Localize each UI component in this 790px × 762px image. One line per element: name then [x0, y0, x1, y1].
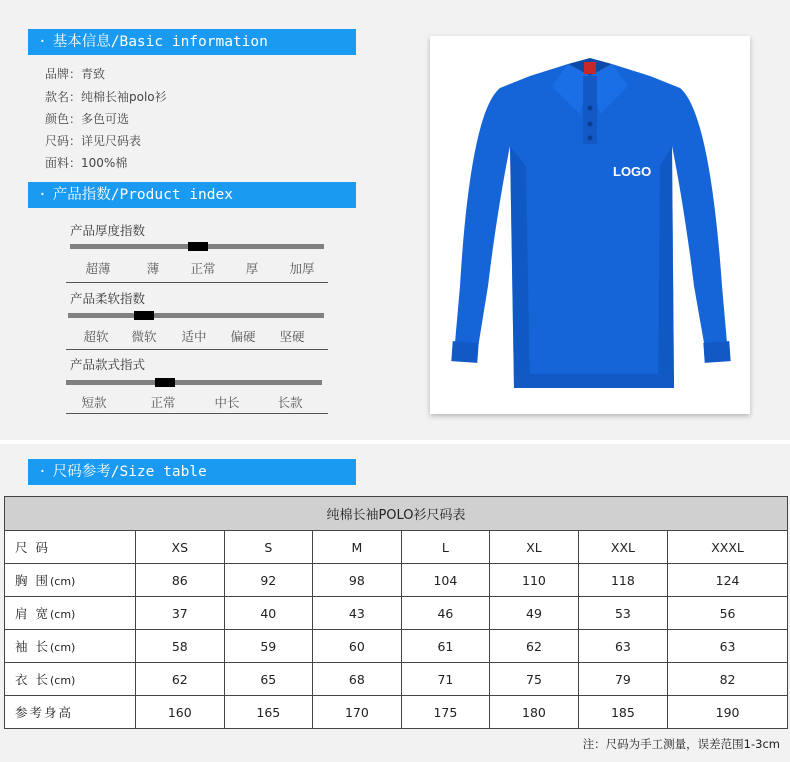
style-scale-bar: [66, 380, 322, 385]
thickness-tick: 厚: [245, 261, 259, 276]
size-col-header: L: [401, 531, 490, 564]
table-cell: 82: [668, 663, 788, 696]
basic-info-title: 基本信息/Basic information: [52, 34, 268, 50]
table-cell: 37: [136, 597, 225, 630]
product-index-heading: [28, 182, 356, 208]
table-cell: 58: [136, 630, 225, 663]
table-row: [5, 564, 788, 597]
thickness-tick: 正常: [190, 261, 216, 276]
thickness-tick: 超薄: [85, 261, 111, 276]
softness-marker: [134, 311, 154, 320]
thickness-tick: 加厚: [289, 261, 315, 276]
row-label: 肩 宽(cm): [5, 597, 136, 630]
info-fabric: 面料：100%棉: [45, 156, 128, 170]
table-row: [5, 663, 788, 696]
size-table: [4, 496, 788, 729]
table-cell: 86: [136, 564, 225, 597]
table-cell: 60: [313, 630, 402, 663]
table-cell: 53: [578, 597, 667, 630]
row-label: 衣 长(cm): [5, 663, 136, 696]
bullet-dot-icon: ·: [38, 187, 47, 203]
thickness-marker: [188, 242, 208, 251]
table-title-row: [5, 497, 788, 531]
table-cell: 165: [224, 696, 313, 729]
table-cell: 71: [401, 663, 490, 696]
product-photo: [430, 36, 750, 414]
softness-tick: 适中: [181, 329, 207, 344]
logo-placeholder-text: LOGO: [613, 164, 652, 179]
index-separator: [66, 282, 328, 283]
size-col-header: XXXL: [668, 531, 788, 564]
table-cell: 118: [578, 564, 667, 597]
index-separator: [66, 349, 328, 350]
table-row: [5, 597, 788, 630]
size-header-label: 尺 码: [5, 531, 136, 564]
softness-index-label: 产品柔软指数: [70, 291, 146, 306]
thickness-tick: 薄: [146, 261, 160, 276]
table-cell: 61: [401, 630, 490, 663]
table-cell: 190: [668, 696, 788, 729]
style-tick: 长款: [277, 395, 303, 410]
index-separator: [66, 413, 328, 414]
style-tick: 短款: [81, 395, 107, 410]
table-cell: 75: [490, 663, 579, 696]
basic-info-heading: [28, 29, 356, 55]
softness-tick: 坚硬: [279, 329, 305, 344]
table-cell: 40: [224, 597, 313, 630]
table-cell: 180: [490, 696, 579, 729]
thickness-index-label: 产品厚度指数: [70, 223, 146, 238]
style-tick: 正常: [150, 395, 176, 410]
table-cell: 104: [401, 564, 490, 597]
product-index-title: 产品指数/Product index: [52, 187, 233, 203]
info-style-name: 款名：纯棉长袖polo衫: [45, 90, 167, 104]
size-table-title: 尺码参考/Size table: [52, 464, 207, 480]
size-col-header: M: [313, 531, 402, 564]
size-col-header: S: [224, 531, 313, 564]
table-row: [5, 696, 788, 729]
table-cell: 92: [224, 564, 313, 597]
table-cell: 63: [578, 630, 667, 663]
size-table-heading: [28, 459, 356, 485]
style-index-label: 产品款式指式: [70, 357, 146, 372]
info-brand: 品牌：青致: [45, 67, 106, 81]
softness-tick: 微软: [131, 329, 157, 344]
table-cell: 110: [490, 564, 579, 597]
table-title: 纯棉长袖POLO衫尺码表: [5, 497, 788, 531]
style-tick: 中长: [214, 395, 240, 410]
size-col-header: XXL: [578, 531, 667, 564]
row-label: 袖 长(cm): [5, 630, 136, 663]
softness-tick: 偏硬: [230, 329, 256, 344]
bullet-dot-icon: ·: [38, 464, 47, 480]
table-cell: 56: [668, 597, 788, 630]
bullet-dot-icon: ·: [38, 34, 47, 50]
softness-tick: 超软: [83, 329, 109, 344]
info-color: 颜色：多色可选: [45, 112, 130, 126]
table-cell: 59: [224, 630, 313, 663]
measurement-note: 注：尺码为手工测量，误差范围1-3cm: [582, 737, 780, 751]
size-col-header: XS: [136, 531, 225, 564]
table-cell: 65: [224, 663, 313, 696]
table-row: [5, 630, 788, 663]
polo-shirt-image: [430, 36, 750, 414]
table-cell: 160: [136, 696, 225, 729]
table-cell: 68: [313, 663, 402, 696]
style-marker: [155, 378, 175, 387]
table-cell: 49: [490, 597, 579, 630]
table-cell: 185: [578, 696, 667, 729]
table-cell: 170: [313, 696, 402, 729]
table-header-row: [5, 531, 788, 564]
table-cell: 43: [313, 597, 402, 630]
table-cell: 79: [578, 663, 667, 696]
table-cell: 63: [668, 630, 788, 663]
info-size: 尺码：详见尺码表: [45, 134, 142, 148]
table-cell: 175: [401, 696, 490, 729]
softness-scale-bar: [68, 313, 324, 318]
row-label: 胸 围(cm): [5, 564, 136, 597]
table-cell: 62: [490, 630, 579, 663]
table-cell: 46: [401, 597, 490, 630]
table-cell: 98: [313, 564, 402, 597]
table-cell: 124: [668, 564, 788, 597]
table-cell: 62: [136, 663, 225, 696]
row-label: 参考身高: [5, 696, 136, 729]
size-col-header: XL: [490, 531, 579, 564]
